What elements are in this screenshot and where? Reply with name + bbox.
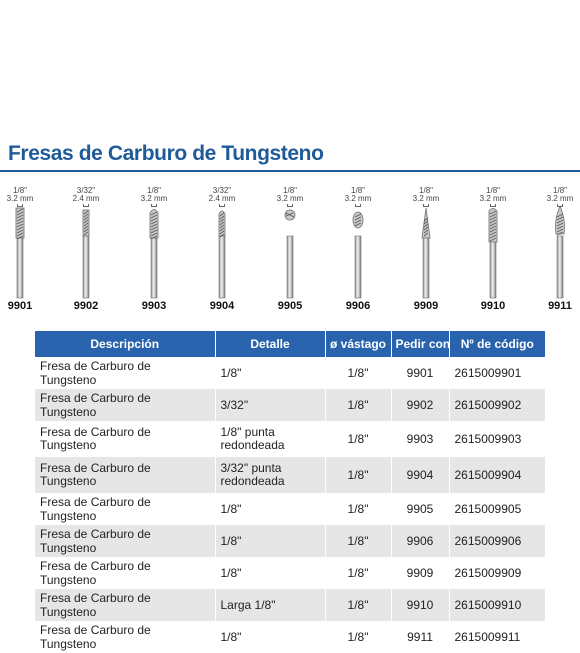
tool-shank-mm: 3.2 mm — [276, 194, 304, 203]
tool-9906 — [338, 180, 378, 320]
cell-vastago: 1/8" — [325, 421, 391, 457]
tool-illustrations — [0, 180, 580, 320]
cell-codigo: 2615009901 — [449, 357, 545, 389]
cell-pedir-con: 9906 — [391, 525, 449, 557]
tool-shank-mm: 3.2 mm — [140, 194, 168, 203]
tool-shank-mm: 2.4 mm — [72, 194, 100, 203]
tool-9901 — [0, 180, 40, 320]
cell-vastago: 1/8" — [325, 493, 391, 525]
tool-shank-fraction: 1/8" — [147, 186, 161, 195]
tool-shank-mm: 3.2 mm — [479, 194, 507, 203]
cell-descripcion: Fresa de Carburo de Tungsteno — [35, 389, 215, 421]
cell-descripcion: Fresa de Carburo de Tungsteno — [35, 457, 215, 493]
table-row — [35, 621, 545, 653]
header-descripcion: Descripción — [35, 331, 215, 357]
table-header-row — [35, 331, 545, 357]
tool-code: 9902 — [73, 300, 99, 312]
table-row — [35, 389, 545, 421]
tool-shank-fraction: 1/8" — [419, 186, 433, 195]
tool-9909 — [406, 180, 446, 320]
burr-illustration — [540, 206, 580, 300]
cell-pedir-con: 9902 — [391, 389, 449, 421]
cell-descripcion: Fresa de Carburo de Tungsteno — [35, 557, 215, 589]
tool-code: 9905 — [277, 300, 303, 312]
tool-shank-fraction: 1/8" — [553, 186, 567, 195]
tool-code: 9906 — [345, 300, 371, 312]
table-row — [35, 357, 545, 389]
cell-pedir-con: 9903 — [391, 421, 449, 457]
burr-illustration — [473, 206, 513, 300]
table-row — [35, 557, 545, 589]
tool-shank-fraction: 1/8" — [283, 186, 297, 195]
table-row — [35, 525, 545, 557]
tool-shank-mm: 3.2 mm — [6, 194, 34, 203]
tool-code: 9911 — [548, 300, 572, 312]
cell-codigo: 2615009911 — [449, 621, 545, 653]
cell-pedir-con: 9909 — [391, 557, 449, 589]
cell-codigo: 2615009903 — [449, 421, 545, 457]
tool-shank-mm: 3.2 mm — [344, 194, 372, 203]
tool-code: 9904 — [209, 300, 235, 312]
tool-9902 — [66, 180, 106, 320]
burr-illustration — [0, 206, 40, 300]
tool-9903 — [134, 180, 174, 320]
burr-illustration — [66, 206, 106, 300]
cell-pedir-con: 9901 — [391, 357, 449, 389]
tool-shank-fraction: 3/32" — [212, 186, 232, 195]
cell-descripcion: Fresa de Carburo de Tungsteno — [35, 525, 215, 557]
cell-pedir-con: 9910 — [391, 589, 449, 621]
cell-detalle: 3/32" punta redondeada — [215, 457, 325, 493]
cell-vastago: 1/8" — [325, 525, 391, 557]
tool-code: 9901 — [7, 300, 33, 312]
cell-codigo: 2615009909 — [449, 557, 545, 589]
product-table — [35, 331, 545, 653]
cell-codigo: 2615009905 — [449, 493, 545, 525]
cell-codigo: 2615009904 — [449, 457, 545, 493]
cell-descripcion: Fresa de Carburo de Tungsteno — [35, 589, 215, 621]
header-codigo: Nº de código — [449, 331, 545, 357]
cell-vastago: 1/8" — [325, 557, 391, 589]
cell-vastago: 1/8" — [325, 389, 391, 421]
cell-detalle: 1/8" — [215, 557, 325, 589]
table-body — [35, 357, 545, 653]
cell-vastago: 1/8" — [325, 357, 391, 389]
cell-pedir-con: 9911 — [391, 621, 449, 653]
cell-vastago: 1/8" — [325, 589, 391, 621]
tool-shank-fraction: 1/8" — [13, 186, 27, 195]
burr-illustration — [202, 206, 242, 300]
tool-shank-mm: 3.2 mm — [546, 194, 574, 203]
cell-pedir-con: 9905 — [391, 493, 449, 525]
cell-descripcion: Fresa de Carburo de Tungsteno — [35, 621, 215, 653]
table-row — [35, 493, 545, 525]
tool-9905 — [270, 180, 310, 320]
tool-shank-fraction: 1/8" — [486, 186, 500, 195]
burr-illustration — [338, 206, 378, 300]
cell-detalle: 1/8" punta redondeada — [215, 421, 325, 457]
burr-illustration — [134, 206, 174, 300]
cell-detalle: 1/8" — [215, 493, 325, 525]
tool-code: 9910 — [480, 300, 506, 312]
cell-detalle: 1/8" — [215, 525, 325, 557]
header-detalle: Detalle — [215, 331, 325, 357]
cell-codigo: 2615009910 — [449, 589, 545, 621]
tool-9911 — [540, 180, 580, 320]
tool-shank-fraction: 1/8" — [351, 186, 365, 195]
burr-illustration — [406, 206, 446, 300]
cell-detalle: 1/8" — [215, 357, 325, 389]
tool-code: 9903 — [141, 300, 167, 312]
tool-9904 — [202, 180, 242, 320]
tool-code: 9909 — [413, 300, 439, 312]
cell-descripcion: Fresa de Carburo de Tungsteno — [35, 357, 215, 389]
header-pedir-con: Pedir con — [391, 331, 449, 357]
tool-9910 — [473, 180, 513, 320]
cell-descripcion: Fresa de Carburo de Tungsteno — [35, 493, 215, 525]
table-row — [35, 457, 545, 493]
cell-detalle: 3/32" — [215, 389, 325, 421]
title-divider — [0, 170, 580, 172]
cell-vastago: 1/8" — [325, 621, 391, 653]
cell-vastago: 1/8" — [325, 457, 391, 493]
page-title: Fresas de Carburo de Tungsteno — [8, 142, 324, 165]
cell-detalle: 1/8" — [215, 621, 325, 653]
tool-shank-mm: 3.2 mm — [412, 194, 440, 203]
cell-pedir-con: 9904 — [391, 457, 449, 493]
cell-codigo: 2615009902 — [449, 389, 545, 421]
burr-illustration — [270, 206, 310, 300]
table-row — [35, 421, 545, 457]
header-vastago: ø vástago — [325, 331, 391, 357]
cell-detalle: Larga 1/8" — [215, 589, 325, 621]
tool-shank-mm: 2.4 mm — [208, 194, 236, 203]
tool-shank-fraction: 3/32" — [76, 186, 96, 195]
cell-codigo: 2615009906 — [449, 525, 545, 557]
table-row — [35, 589, 545, 621]
cell-descripcion: Fresa de Carburo de Tungsteno — [35, 421, 215, 457]
